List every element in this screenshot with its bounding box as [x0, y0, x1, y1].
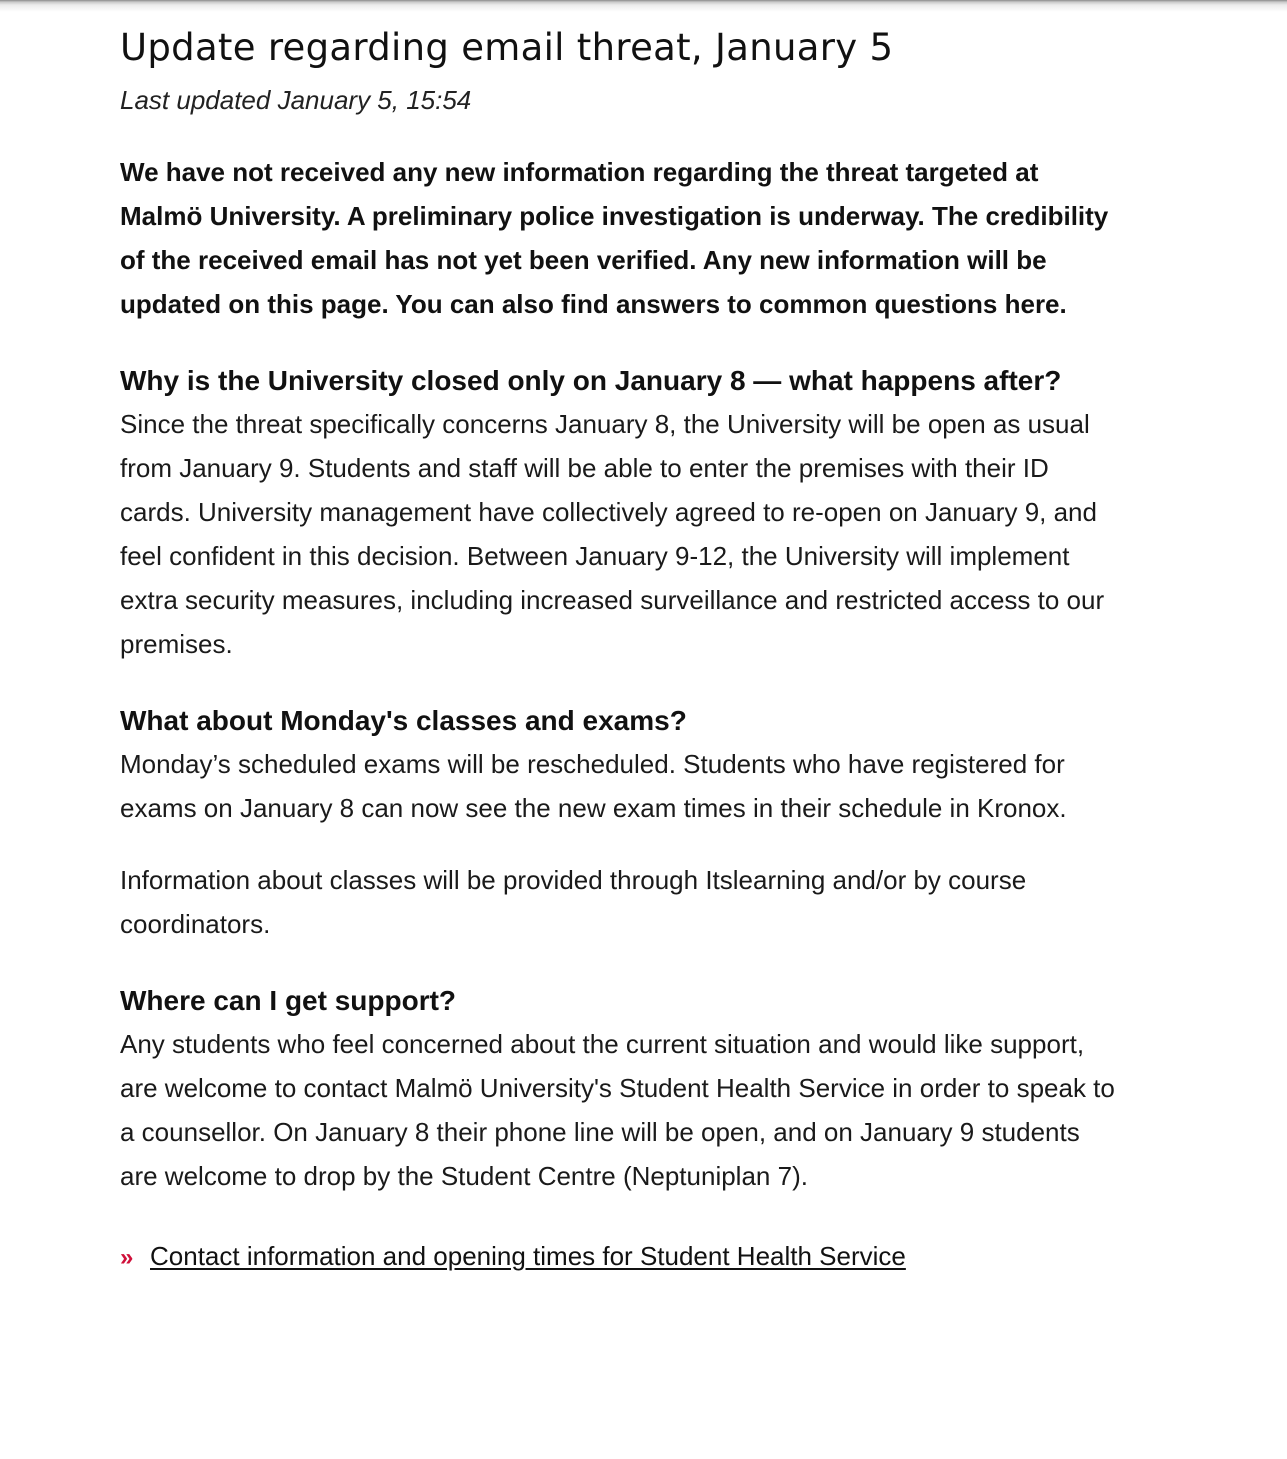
- student-health-link-row[interactable]: [120, 1234, 1120, 1280]
- section-paragraph: Information about classes will be provided through Itslearning and/or by course coordinators.: [120, 865, 1027, 939]
- article: [120, 24, 1120, 1280]
- student-health-service-link[interactable]: Contact information and opening times for Student Health Service: [150, 1241, 906, 1271]
- top-edge-shadow: [0, 0, 1287, 12]
- section-heading: Where can I get support?: [120, 985, 457, 1016]
- section-university-closure: [120, 360, 1120, 666]
- lead-paragraph: We have not received any new information regarding the threat targeted at Malmö University. A preliminary police investigation is underway. The credibility of the received email has not yet been verified. Any new information will be updated on this page. You can also find answers to common questions here.: [120, 157, 1109, 319]
- section-classes-exams: [120, 700, 1120, 946]
- last-updated-text: Last updated January 5, 15:54: [120, 85, 472, 115]
- section-paragraph: Any students who feel concerned about the current situation and would like support, are welcome to contact Malmö University's Student Health Service in order to speak to a counsellor. On January 8 their phone line will be open, and on January 9 students are welcome to drop by the Student Centre (Neptuniplan 7).: [120, 1029, 1115, 1191]
- double-chevron-right-icon: »: [120, 1244, 134, 1271]
- section-heading: Why is the University closed only on January 8 — what happens after?: [120, 365, 1062, 396]
- section-paragraph: Monday’s scheduled exams will be rescheduled. Students who have registered for exams on January 8 can now see the new exam times in their schedule in Kronox.: [120, 749, 1067, 823]
- page-title: Update regarding email threat, January 5: [120, 26, 894, 69]
- section-heading: What about Monday's classes and exams?: [120, 705, 687, 736]
- section-support: [120, 980, 1120, 1198]
- section-paragraph: Since the threat specifically concerns January 8, the University will be open as usual from January 9. Students and staff will be able to enter the premises with their ID cards. University management have collectively agreed to re-open on January 9, and feel confident in this decision. Between January 9-12, the University will implement extra security measures, including increased surveillance and restricted access to our premises.: [120, 409, 1105, 659]
